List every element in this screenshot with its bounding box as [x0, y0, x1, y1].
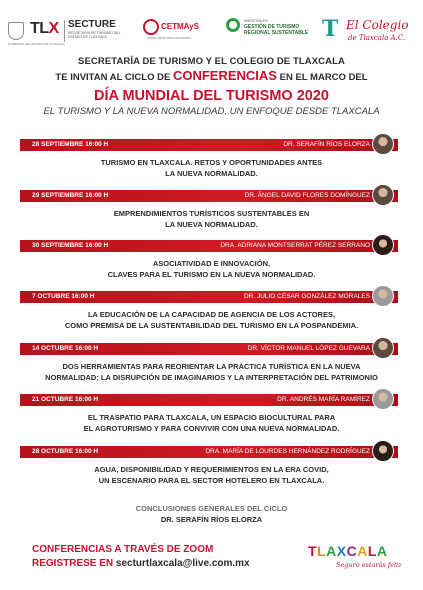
crest-caption: GOBIERNO DEL ESTADO DE TLAXCALA: [8, 42, 65, 46]
session-date: 28 SEPTIEMBRE 16:00 H: [32, 141, 109, 148]
session-speaker: DR. JULIO CÉSAR GONZÁLEZ MORALES: [243, 293, 370, 300]
session-speaker: DR. SERAFÍN RÍOS ELORZA: [283, 141, 370, 148]
conclusion-heading: CONCLUSIONES GENERALES DEL CICLO: [135, 504, 288, 513]
header-invitation: [0, 68, 423, 85]
topic-line2: COMO PREMISA DE LA SUSTENTABILIDAD DEL TURISMO EN LA POSPANDEMIA.: [64, 321, 359, 330]
registration-email-link[interactable]: secturtlaxcala@live.com.mx: [115, 558, 250, 569]
session-topic: [0, 464, 423, 486]
session-speaker: DRA. ADRIANA MONTSERRAT PÉREZ SERRANO: [220, 242, 370, 249]
invitation-post: EN EL MARCO DEL: [276, 72, 368, 83]
session-topic: [0, 361, 423, 383]
topic-line1: EL TRASPATIO PARA TLAXCALA, UN ESPACIO BIOCULTURAL PARA: [87, 413, 336, 422]
colegio-subtitle: de Tlaxcala A.C.: [348, 34, 406, 42]
session-speaker: DRA. MARÍA DE LOURDES HERNÁNDEZ RODRÍGUEZ: [205, 448, 370, 455]
tlaxcala-wordmark: TLAXCALA: [308, 543, 388, 559]
session-topic: [0, 412, 423, 434]
colegio-tlaxcala-logo: [322, 14, 414, 48]
secture-wordmark: SECTURE: [68, 19, 116, 30]
session-date: 21 OCTUBRE 16:00 H: [32, 396, 99, 403]
registration-line: [32, 558, 250, 569]
secture-subtitle: SECRETARÍA DE TURISMO DEL ESTADO DE TLAXCALA: [68, 31, 121, 39]
session-date: 7 OCTUBRE 16:00 H: [32, 293, 95, 300]
session-bar: [20, 240, 398, 252]
cetmays-subtitle: CENTRO DE ESTUDIOS EN TURISMO: [146, 37, 192, 40]
zoom-notice: CONFERENCIAS A TRAVÉS DE ZOOM: [32, 544, 214, 555]
topic-line1: AGUA, DISPONIBILIDAD Y REQUERIMIENTOS EN LA ERA COVID,: [94, 465, 329, 474]
gestion-line1: GESTIÓN DE TURISMO: [244, 24, 300, 30]
tlx-wordmark: TLX: [30, 20, 59, 37]
session-date: 29 SEPTIEMBRE 16:00 H: [32, 192, 109, 199]
session-topic: [0, 258, 423, 280]
topic-line1: DOS HERRAMIENTAS PARA REORIENTAR LA PRÁCTICA TURÍSTICA EN LA NUEVA: [62, 362, 361, 371]
session-topic: [0, 309, 423, 331]
cetmays-logo: [143, 14, 199, 48]
speaker-photo: [372, 440, 394, 462]
speaker-photo: [372, 133, 394, 155]
topic-line2: LA NUEVA NORMALIDAD.: [165, 220, 258, 229]
session-date: 28 OCTUBRE 16:00 H: [32, 448, 99, 455]
tlaxcala-brand-logo: [308, 539, 408, 575]
poster-subtitle: EL TURISMO Y LA NUEVA NORMALIDAD, UN ENFOQUE DESDE TLAXCALA: [43, 106, 380, 117]
gestion-small-label: MAESTRÍA EN: [244, 19, 268, 23]
speaker-photo: [372, 234, 394, 256]
speaker-photo: [372, 337, 394, 359]
topic-line2: EL AGROTURISMO Y PARA CONVIVIR CON UNA NUEVA NORMALIDAD.: [83, 424, 340, 433]
conclusion-block: [0, 503, 423, 525]
session-bar: [20, 343, 398, 355]
cetmays-wordmark: CETMAyS: [161, 22, 199, 31]
speaker-photo: [372, 285, 394, 307]
topic-line2: LA NUEVA NORMALIDAD.: [165, 169, 258, 178]
topic-line1: LA EDUCACIÓN DE LA CAPACIDAD DE AGENCIA DE LOS ACTORES,: [87, 310, 336, 319]
poster-title: DÍA MUNDIAL DEL TURISMO 2020: [94, 88, 329, 104]
session-topic: [0, 157, 423, 179]
cetmays-emblem-icon: [143, 19, 159, 35]
topic-line2: NORMALIDAD: LA DISRUPCIÓN DE IMAGINARIOS Y LA INTERPRETACIÓN DEL PATRIMONIO: [45, 373, 378, 382]
speaker-photo: [372, 388, 394, 410]
session-bar: [20, 291, 398, 303]
topic-line1: EMPRENDIMIENTOS TURÍSTICOS SUSTENTABLES EN: [113, 209, 310, 218]
speaker-photo: [372, 184, 394, 206]
gestion-turismo-logo: [220, 14, 310, 48]
session-speaker: DR. ÁNGEL DAVID FLORES DOMÍNGUEZ: [244, 192, 370, 199]
tlaxcala-tagline: Seguro estarás feliz: [336, 561, 402, 569]
registration-label: REGISTRESE EN: [32, 558, 116, 569]
conclusion-speaker: DR. SERAFÍN RÍOS ELORZA: [160, 515, 263, 524]
colegio-mark-icon: T: [322, 16, 339, 42]
invitation-conferencias: CONFERENCIAS: [172, 68, 277, 83]
session-speaker: DR. VÍCTOR MANUEL LÓPEZ GUEVARA: [247, 345, 370, 352]
poster-footer: [0, 536, 423, 590]
session-bar: [20, 139, 398, 151]
gestion-line2: REGIONAL SUSTENTABLE: [244, 30, 309, 36]
session-speaker: DR. ANDRÉS MARÍA RAMÍREZ: [277, 396, 370, 403]
secture-logo: [8, 14, 126, 48]
header-organizers: SECRETARÍA DE TURISMO Y EL COLEGIO DE TLAXCALA: [78, 56, 345, 67]
session-date: 30 SEPTIEMBRE 16:00 H: [32, 242, 109, 249]
invitation-pre: TE INVITAN AL CICLO DE: [55, 72, 173, 83]
session-topic: [0, 208, 423, 230]
logo-divider: [64, 20, 65, 42]
state-crest-icon: [8, 22, 24, 40]
colegio-wordmark: El Colegio: [346, 18, 409, 32]
session-bar: [20, 446, 398, 458]
session-date: 14 OCTUBRE 16:00 H: [32, 345, 99, 352]
poster-header: [0, 55, 423, 118]
topic-line1: ASOCIATIVIDAD E INNOVACIÓN,: [152, 259, 271, 268]
topic-line2: CLAVES PARA EL TURISMO EN LA NUEVA NORMALIDAD.: [107, 270, 316, 279]
session-bar: [20, 394, 398, 406]
gestion-emblem-icon: [226, 18, 240, 32]
topic-line2: UN ESCENARIO PARA EL SECTOR HOTELERO EN TLAXCALA.: [98, 476, 325, 485]
session-bar: [20, 190, 398, 202]
topic-line1: TURISMO EN TLAXCALA. RETOS Y OPORTUNIDADES ANTES: [100, 158, 323, 167]
logo-row: [0, 14, 423, 48]
